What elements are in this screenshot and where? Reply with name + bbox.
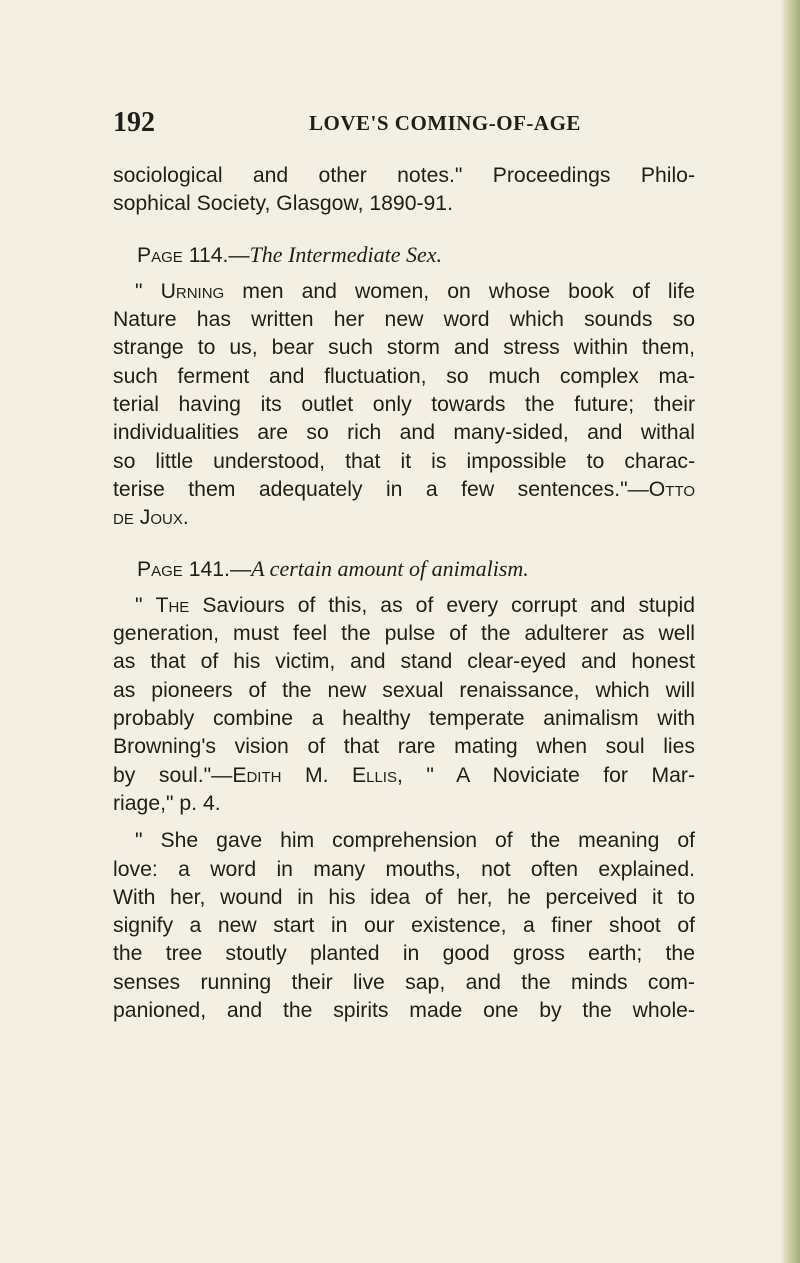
text-line: Nature has written her new word which sounds so [113, 308, 695, 332]
text-line: the tree stoutly planted in good gross earth; the [113, 942, 695, 966]
heading-label: Page [137, 243, 183, 267]
text-segment: " A Noviciate for Mar- [402, 763, 695, 787]
text-line: generation, must feel the pulse of the adulterer as well [113, 622, 695, 646]
text-line: riage," p. 4. [113, 791, 221, 815]
text-line: senses running their live sap, and the minds com- [113, 970, 695, 994]
text-line [113, 278, 695, 306]
spacer [113, 533, 695, 555]
body-text [113, 162, 695, 1025]
heading-title: A certain amount of animalism. [251, 555, 529, 581]
spacer [113, 583, 695, 592]
text-line [113, 762, 695, 790]
author-name: Edith M. Ellis, [232, 763, 403, 787]
text-segment: terise them adequately in a few sentences."— [113, 477, 649, 501]
text-line: sophical Society, Glasgow, 1890-91. [113, 192, 453, 216]
text-line: Browning's vision of that rare mating when soul lies [113, 735, 695, 759]
text-line [113, 476, 695, 504]
text-segment: by soul."— [113, 763, 233, 787]
text-line: probably combine a healthy temperate animalism with [113, 707, 695, 731]
text-line: panioned, and the spirits made one by the whole- [113, 999, 695, 1023]
quote-mark: " [135, 279, 161, 303]
text-line: so little understood, that it is impossible to charac- [113, 449, 695, 473]
section-heading-141 [113, 555, 695, 583]
page-edge-shadow [780, 0, 800, 1263]
text-line: sociological and other notes." Proceedings Philo- [113, 164, 695, 187]
text-line: strange to us, bear such storm and stress within them, [113, 336, 695, 360]
text-segment: men and women, on whose book of life [224, 279, 695, 303]
text-line: signify a new start in our existence, a finer shoot of [113, 914, 695, 938]
author-name: Otto [648, 477, 695, 501]
text-line: With her, wound in his idea of her, he perceived it to [113, 885, 695, 909]
spacer [113, 219, 695, 241]
text-line: " She gave him comprehension of the meaning of [135, 829, 695, 853]
text-line: individualities are so rich and many-sided, and withal [113, 421, 695, 445]
text-line: terial having its outlet only towards the future; their [113, 393, 695, 417]
text-line: such ferment and fluctuation, so much complex ma- [113, 364, 695, 388]
text-line [113, 504, 695, 532]
small-caps-word: Urning [160, 279, 225, 303]
spacer [113, 818, 695, 827]
heading-title: The Intermediate Sex. [249, 241, 442, 267]
section-heading-114 [113, 241, 695, 269]
heading-page-ref: 141.— [188, 557, 252, 581]
text-line: love: a word in many mouths, not often explained. [113, 857, 695, 881]
page-header [113, 107, 691, 139]
heading-page-ref: 114.— [188, 243, 250, 267]
small-caps-word: The [155, 593, 190, 617]
author-name: de Joux. [113, 506, 189, 530]
quote-mark: " [135, 593, 156, 617]
running-title: LOVE'S COMING-OF-AGE [309, 111, 581, 135]
page-number: 192 [113, 107, 155, 138]
heading-label: Page [137, 557, 183, 581]
text-segment: Saviours of this, as of every corrupt and stupid [189, 593, 695, 617]
text-line: as pioneers of the new sexual renaissance, which will [113, 678, 695, 702]
spacer [113, 269, 695, 278]
text-line [113, 592, 695, 620]
text-line: as that of his victim, and stand clear-eyed and honest [113, 650, 695, 674]
